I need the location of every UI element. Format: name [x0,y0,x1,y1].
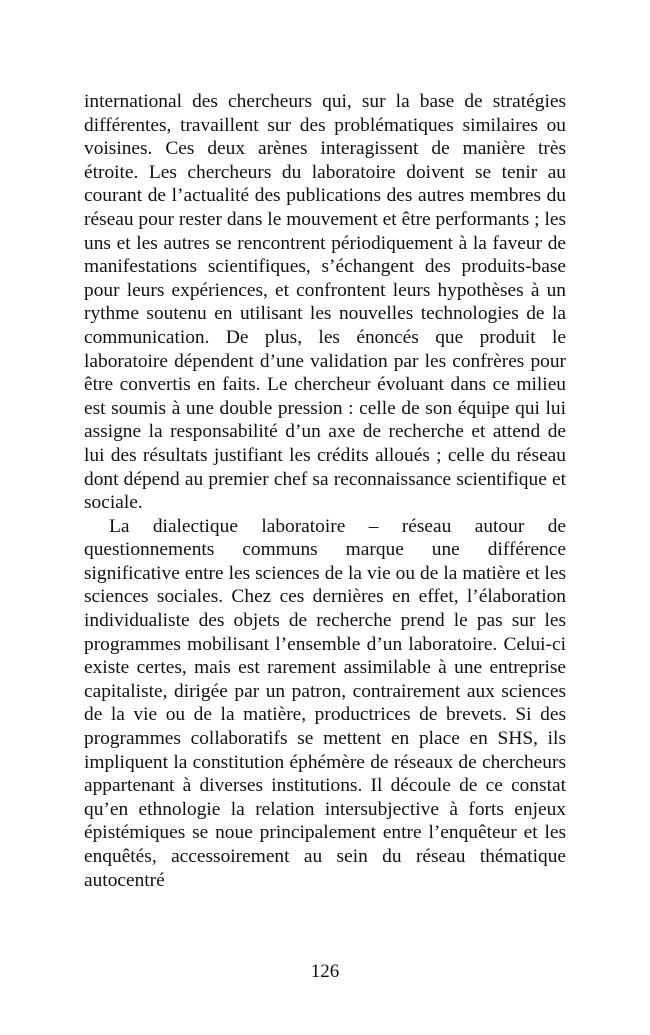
paragraph-dialectique: La dialectique laboratoire – réseau autour de questionnements communs marque une différence significative entre les sciences de la vie ou de la matière et les sciences sociales. Chez ces dernières en effet, l’élaboration individualiste des objets de recherche prend le pas sur les programmes mobilisant l’ensemble d’un laboratoire. Celui-ci existe certes, mais est rarement assimilable à une entreprise capitaliste, dirigée par un patron, contrairement aux sciences de la vie ou de la matière, productrices de brevets. Si des programmes collaboratifs se mettent en place en SHS, ils impliquent la constitution éphémère de réseaux de chercheurs appartenant à diverses institutions. Il découle de ce constat qu’en ethnologie la relation intersubjective à forts enjeux épistémiques se noue principalement entre l’enquêteur et les enquêtés, accessoirement au sein du réseau thématique autocentré [84,515,566,891]
paragraph-continued: international des chercheurs qui, sur la base de stratégies différentes, travaillent sur des problématiques similaires ou voisines. Ces deux arènes interagissent de manière très étroite. Les chercheurs du laboratoire doivent se tenir au courant de l’actualité des publications des autres membres du réseau pour rester dans le mouvement et être performants ; les uns et les autres se rencontrent périodiquement à la faveur de manifestations scientifiques, s’échangent des produits-base pour leurs expériences, et confrontent leurs hypothèses à un rythme soutenu en utilisant les nouvelles technologies de la communication. De plus, les énoncés que produit le laboratoire dépendent d’une validation par les confrères pour être convertis en faits. Le chercheur évoluant dans ce milieu est soumis à une double pression : celle de son équipe qui lui assigne la responsabilité d’un axe de recherche et attend de lui des résultats justifiant les crédits alloués ; celle du réseau dont dépend au premier chef sa reconnaissance scientifique et sociale. [84,91,566,514]
page-body [84,90,566,892]
page-number: 126 [310,961,340,982]
